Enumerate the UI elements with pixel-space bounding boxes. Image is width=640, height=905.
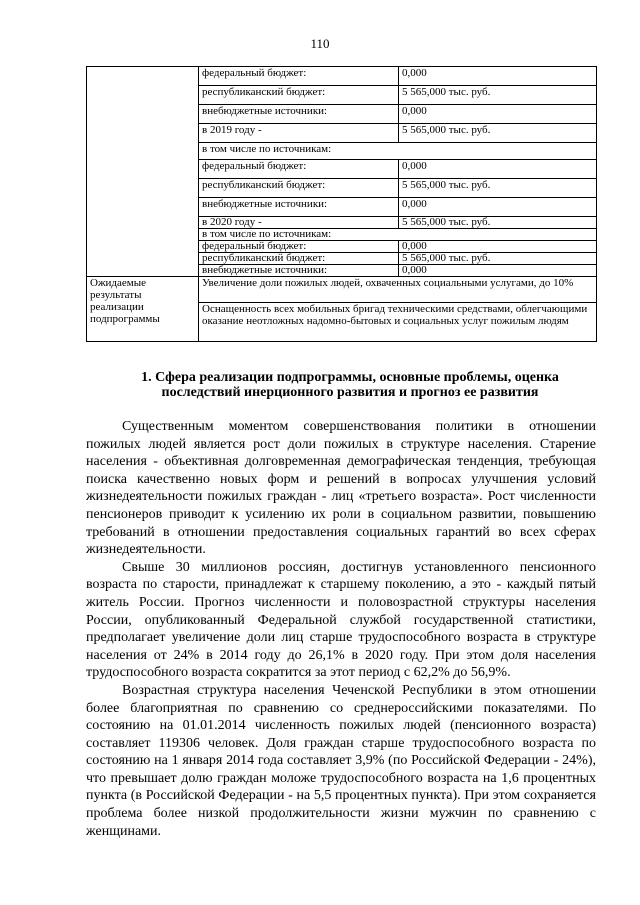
- row-label: в том числе по источникам:: [199, 143, 597, 160]
- expected-result-item: Оснащенность всех мобильных бригад техническими средствами, облегчающими оказание неотложных надомно-бытовых и социальных услуг пожилым людям: [199, 303, 597, 342]
- expected-result-item: Увеличение доли пожилых людей, охваченных социальными услугами, до 10%: [199, 277, 597, 303]
- row-label: федеральный бюджет:: [199, 241, 399, 253]
- expected-results-label: Ожидаемые результаты реализации подпрограммы: [87, 277, 199, 342]
- table-row: [87, 67, 597, 86]
- row-value: 0,000: [399, 105, 597, 124]
- row-value: 0,000: [399, 241, 597, 253]
- row-label: республиканский бюджет:: [199, 253, 399, 265]
- row-value: 0,000: [399, 67, 597, 86]
- row-value: 5 565,000 тыс. руб.: [399, 253, 597, 265]
- paragraph: Существенным моментом совершенствования политики в отношении пожилых людей является рост доли пожилых в структуре населения. Старение населения - объективная долговременная демографическая тенденция, требующая поиска качественно новых форм и решений в вопросах улучшения условий жизнедеятельности пожилых граждан - лиц «третьего возраста». Рост численности пенсионеров приводит к усилению их роли в социальном развитии, повышению требований в отношении предоставления социальных гарантий во всех сферах жизнедеятельности.: [86, 419, 596, 558]
- row-label: в 2020 году -: [199, 217, 399, 229]
- row-label: в том числе по источникам:: [199, 229, 597, 241]
- row-value: 5 565,000 тыс. руб.: [399, 124, 597, 143]
- table-row: [87, 277, 597, 303]
- row-label: республиканский бюджет:: [199, 179, 399, 198]
- row-label: внебюджетные источники:: [199, 265, 399, 277]
- row-value: 5 565,000 тыс. руб.: [399, 217, 597, 229]
- row-label: федеральный бюджет:: [199, 160, 399, 179]
- row-value: 0,000: [399, 198, 597, 217]
- section-heading: 1. Сфера реализации подпрограммы, основные проблемы, оценка последствий инерционного развития и прогноз ее развития: [141, 370, 559, 400]
- row-value: 0,000: [399, 160, 597, 179]
- row-label: республиканский бюджет:: [199, 86, 399, 105]
- row-value: 0,000: [399, 265, 597, 277]
- body-text: [86, 418, 596, 840]
- row-label: внебюджетные источники:: [199, 105, 399, 124]
- row-value: 5 565,000 тыс. руб.: [399, 179, 597, 198]
- empty-cell: [87, 67, 199, 277]
- page-number: 110: [310, 36, 330, 51]
- row-label: федеральный бюджет:: [199, 67, 399, 86]
- paragraph: Свыше 30 миллионов россиян, достигнув установленного пенсионного возраста по старости, принадлежат к старшему поколению, а это - каждый пятый житель России. Прогноз численности и половозрастной структуры населения России, опубликованный Федеральной службой государственной статистики, предполагает увеличение доли лиц старше трудоспособного возраста в структуре населения от 24% в 2014 году до 26,1% в 2020 году. При этом доля населения трудоспособного возраста сократится за этот период с 62,2% до 56,9%.: [86, 559, 596, 681]
- row-label: в 2019 году -: [199, 124, 399, 143]
- paragraph: Возрастная структура населения Чеченской Республики в этом отношении более благоприятная по сравнению со среднероссийскими показателями. По состоянию на 01.01.2014 численность пожилых людей (пенсионного возраста) составляет 119306 человек. Доля граждан старше трудоспособного возраста по состоянию на 1 января 2014 года составляет 3,9% (по Российской Федерации - 24%), что превышает долю граждан моложе трудоспособного возраста на 1,6 процентных пункта (в Российской Федерации - на 5,5 процентных пункта). При этом сохраняется проблема более низкой продолжительности жизни мужчин по сравнению с женщинами.: [86, 682, 596, 839]
- finance-table: [86, 66, 597, 342]
- row-label: внебюджетные источники:: [199, 198, 399, 217]
- row-value: 5 565,000 тыс. руб.: [399, 86, 597, 105]
